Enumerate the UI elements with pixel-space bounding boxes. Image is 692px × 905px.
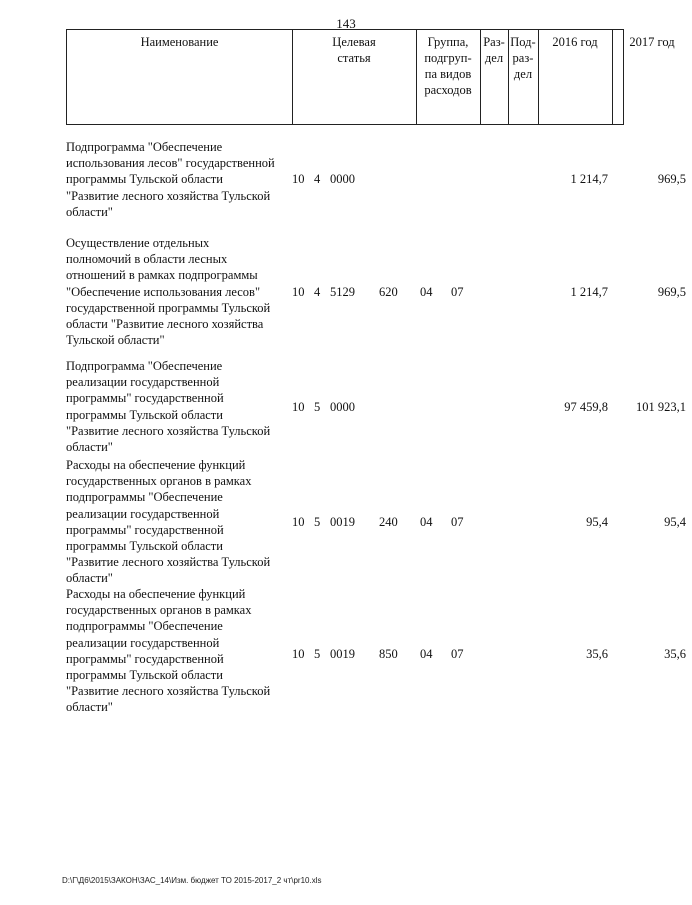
row-section: 04 bbox=[420, 647, 433, 661]
header-section: Раз- дел bbox=[483, 35, 505, 65]
row-program-code: 10 bbox=[292, 515, 305, 529]
row-program-code: 10 bbox=[292, 285, 305, 299]
row-2016-value: 1 214,7 bbox=[570, 172, 608, 186]
header-subsection: Под- раз- дел bbox=[510, 35, 536, 81]
row-name: Расходы на обеспечение функций государственных органов в рамках подпрограммы "Обеспечение реализации государственной программы" государственной программы Тульской области "Развитие лесного хозяйства Тульской области" bbox=[66, 587, 271, 715]
row-section: 04 bbox=[420, 515, 433, 529]
row-direction-code: 0000 bbox=[330, 400, 355, 414]
row-subsection: 07 bbox=[451, 647, 464, 661]
table-row bbox=[66, 457, 686, 589]
row-direction-code: 0000 bbox=[330, 172, 355, 186]
row-group: 620 bbox=[379, 285, 398, 299]
row-subsection: 07 bbox=[451, 285, 464, 299]
row-name: Осуществление отдельных полномочий в области лесных отношений в рамках подпрограммы "Обеспечение использования лесов" государственной программы Тульской области "Развитие лесного хозяйства Тульской области" bbox=[66, 236, 271, 348]
row-direction-code: 0019 bbox=[330, 647, 355, 661]
row-2016-value: 95,4 bbox=[586, 515, 608, 529]
file-path-footer: D:\Г\Д6\2015\ЗАКОН\ЗАС_14\Изм. бюджет ТО 2015-2017_2 чт\pr10.xls bbox=[62, 876, 322, 885]
page-number: 143 bbox=[336, 16, 356, 31]
table-row bbox=[66, 586, 686, 718]
row-subprogram-code: 5 bbox=[314, 647, 321, 661]
row-group: 240 bbox=[379, 515, 398, 529]
header-group: Группа, подгруп- па видов расходов bbox=[424, 35, 472, 97]
row-2017-value: 969,5 bbox=[657, 285, 686, 299]
row-2017-value: 969,5 bbox=[657, 172, 686, 186]
row-group: 850 bbox=[379, 647, 398, 661]
row-2016-value: 1 214,7 bbox=[570, 285, 608, 299]
row-subprogram-code: 5 bbox=[314, 400, 321, 414]
header-year-2016: 2016 год bbox=[552, 35, 598, 49]
table-row bbox=[66, 235, 686, 351]
row-name: Расходы на обеспечение функций государственных органов в рамках подпрограммы "Обеспечение реализации государственной программы" государственной программы Тульской области "Развитие лесного хозяйства Тульской области" bbox=[66, 458, 271, 586]
row-2017-value: 95,4 bbox=[664, 515, 686, 529]
row-program-code: 10 bbox=[292, 647, 305, 661]
row-name: Подпрограмма "Обеспечение реализации государственной программы" государственной программы Тульской области "Развитие лесного хозяйства Тульской области" bbox=[66, 359, 271, 455]
table-row bbox=[66, 139, 686, 221]
row-name: Подпрограмма "Обеспечение использования лесов" государственной программы Тульской области "Развитие лесного хозяйства Тульской области" bbox=[66, 140, 275, 219]
table-row bbox=[66, 358, 686, 458]
row-subprogram-code: 4 bbox=[314, 285, 321, 299]
row-section: 04 bbox=[420, 285, 433, 299]
row-2017-value: 35,6 bbox=[664, 647, 686, 661]
row-program-code: 10 bbox=[292, 172, 305, 186]
row-direction-code: 0019 bbox=[330, 515, 355, 529]
row-2017-value: 101 923,1 bbox=[636, 400, 686, 414]
row-subsection: 07 bbox=[451, 515, 464, 529]
header-target: Целевая статья bbox=[332, 35, 376, 65]
row-2016-value: 35,6 bbox=[586, 647, 608, 661]
row-program-code: 10 bbox=[292, 400, 305, 414]
header-year-2017: 2017 год bbox=[629, 35, 675, 49]
header-name: Наименование bbox=[140, 35, 219, 49]
row-subprogram-code: 4 bbox=[314, 172, 321, 186]
row-direction-code: 5129 bbox=[330, 285, 355, 299]
table-header bbox=[66, 29, 675, 125]
row-subprogram-code: 5 bbox=[314, 515, 321, 529]
row-2016-value: 97 459,8 bbox=[564, 400, 608, 414]
